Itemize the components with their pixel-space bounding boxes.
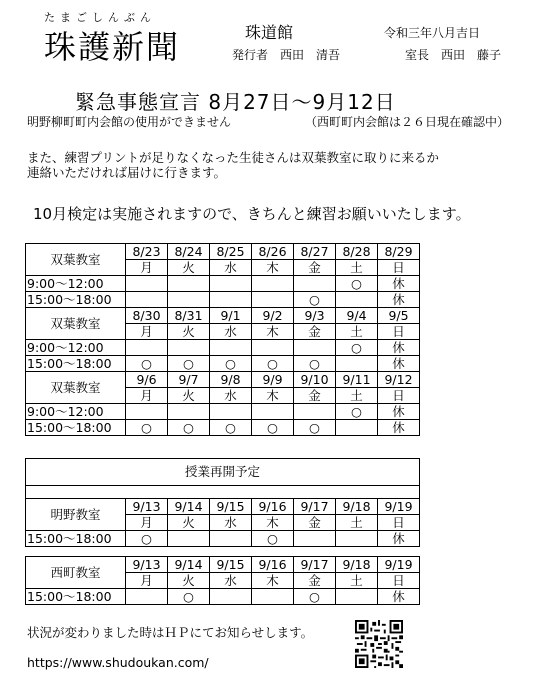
closure-notice: 明野柳町町内会館の使用ができません [27,115,232,129]
availability-cell: ○ [252,356,294,372]
closure-note: （西町町内会館は２６日現在確認中） [305,115,510,129]
date-cell: 8/26 [252,244,294,260]
weekday-cell: 木 [252,260,294,276]
weekday-cell: 水 [210,515,252,531]
weekday-cell: 金 [294,260,336,276]
weekday-cell: 金 [294,573,336,589]
availability-cell: 休 [378,340,420,356]
qr-code-icon[interactable] [355,620,403,668]
date-cell: 9/19 [378,499,420,515]
date-cell: 9/15 [210,499,252,515]
availability-cell [336,531,378,547]
date-cell: 9/16 [252,557,294,573]
message-line-1: また、練習プリントが足りなくなった生徒さんは双葉教室に取りに来るか [27,150,440,165]
weekday-cell: 土 [336,573,378,589]
spacer-row [26,486,420,499]
weekday-cell: 水 [210,388,252,404]
weekday-cell: 火 [168,388,210,404]
availability-cell: ○ [336,276,378,292]
schedule-nishimachi-table [25,556,420,605]
date-cell: 9/13 [126,557,168,573]
weekday-cell: 火 [168,324,210,340]
date-cell: 9/14 [168,499,210,515]
classroom-name: 双葉教室 [26,244,126,276]
date-cell: 9/9 [252,372,294,388]
availability-cell: ○ [294,420,336,436]
schedule-main-table [25,243,420,436]
time-slot-row [26,589,420,605]
weekday-cell: 月 [126,324,168,340]
weekday-cell: 金 [294,324,336,340]
time-slot-label: 15:00〜18:00 [26,420,126,436]
availability-cell [252,340,294,356]
time-slot-row [26,356,420,372]
headline: 緊急事態宣言 8月27日〜9月12日 [75,90,396,114]
weekday-cell: 金 [294,515,336,531]
weekday-cell: 木 [252,388,294,404]
date-cell: 9/16 [252,499,294,515]
availability-cell: ○ [252,420,294,436]
time-slot-row [26,404,420,420]
availability-cell [336,420,378,436]
availability-cell: ○ [168,356,210,372]
availability-cell: ○ [252,531,294,547]
date-cell: 9/3 [294,308,336,324]
date-cell: 9/7 [168,372,210,388]
date-cell: 9/13 [126,499,168,515]
time-slot-row [26,340,420,356]
date-cell: 8/25 [210,244,252,260]
time-slot-row [26,292,420,308]
availability-cell [126,404,168,420]
school-name: 珠道館 [245,23,294,42]
availability-cell: 休 [378,404,420,420]
date-cell: 8/27 [294,244,336,260]
availability-cell [210,404,252,420]
availability-cell: ○ [126,420,168,436]
date-row [26,244,420,260]
availability-cell [168,292,210,308]
time-slot-label: 15:00〜18:00 [26,356,126,372]
availability-cell: 休 [378,292,420,308]
availability-cell: ○ [126,531,168,547]
availability-cell [294,404,336,420]
date-cell: 9/4 [336,308,378,324]
date-cell: 8/31 [168,308,210,324]
weekday-cell: 土 [336,260,378,276]
availability-cell: ○ [210,420,252,436]
date-cell: 8/28 [336,244,378,260]
availability-cell [336,292,378,308]
date-cell: 9/18 [336,557,378,573]
availability-cell [252,404,294,420]
weekday-cell: 土 [336,324,378,340]
availability-cell [126,589,168,605]
availability-cell [294,531,336,547]
date-row [26,372,420,388]
weekday-cell: 木 [252,515,294,531]
availability-cell: ○ [336,340,378,356]
weekday-cell: 月 [126,515,168,531]
classroom-name: 双葉教室 [26,372,126,404]
weekday-cell: 水 [210,260,252,276]
time-slot-row [26,420,420,436]
availability-cell [210,531,252,547]
availability-cell [294,340,336,356]
availability-cell [294,276,336,292]
date-cell: 9/17 [294,499,336,515]
availability-cell: ○ [168,420,210,436]
date-cell: 9/8 [210,372,252,388]
availability-cell [210,276,252,292]
availability-cell [168,404,210,420]
footer-info: 状況が変わりました時はＨＰにてお知らせします。 [27,625,314,640]
director: 室長 西田 藤子 [405,48,502,62]
paper-name: 珠護新聞 [44,28,181,66]
schedule-resume-table [25,458,420,547]
time-slot-label: 9:00〜12:00 [26,276,126,292]
availability-cell: ○ [336,404,378,420]
spacer-cell [26,486,420,499]
weekday-cell: 木 [252,573,294,589]
availability-cell [168,276,210,292]
website-link[interactable]: https://www.shudoukan.com/ [27,655,209,670]
weekday-cell: 日 [378,260,420,276]
date-cell: 9/1 [210,308,252,324]
date-cell: 9/15 [210,557,252,573]
date-cell: 8/24 [168,244,210,260]
resume-title: 授業再開予定 [26,459,420,486]
availability-cell: ○ [294,292,336,308]
exam-notice: 10月検定は実施されますので、きちんと練習お願いいたします。 [33,205,471,223]
time-slot-label: 15:00〜18:00 [26,531,126,547]
weekday-cell: 水 [210,324,252,340]
date-cell: 9/18 [336,499,378,515]
availability-cell: ○ [294,356,336,372]
date-cell: 9/2 [252,308,294,324]
date-row [26,499,420,515]
availability-cell: ○ [294,589,336,605]
availability-cell: ○ [126,356,168,372]
weekday-cell: 水 [210,573,252,589]
time-slot-row [26,276,420,292]
availability-cell: 休 [378,356,420,372]
classroom-name: 明野教室 [26,499,126,531]
weekday-cell: 火 [168,260,210,276]
time-slot-row [26,531,420,547]
date-cell: 9/6 [126,372,168,388]
availability-cell [210,589,252,605]
availability-cell [210,292,252,308]
date-cell: 8/29 [378,244,420,260]
date-cell: 9/17 [294,557,336,573]
time-slot-label: 9:00〜12:00 [26,340,126,356]
date-cell: 9/5 [378,308,420,324]
date-row [26,308,420,324]
availability-cell [252,589,294,605]
availability-cell [252,292,294,308]
weekday-cell: 日 [378,515,420,531]
time-slot-label: 15:00〜18:00 [26,589,126,605]
weekday-cell: 金 [294,388,336,404]
weekday-cell: 火 [168,573,210,589]
availability-cell [252,276,294,292]
classroom-name: 西町教室 [26,557,126,589]
availability-cell: 休 [378,276,420,292]
weekday-cell: 木 [252,324,294,340]
availability-cell [126,340,168,356]
availability-cell: ○ [168,589,210,605]
availability-cell: 休 [378,531,420,547]
availability-cell [168,340,210,356]
date-cell: 8/23 [126,244,168,260]
weekday-cell: 月 [126,260,168,276]
availability-cell [336,356,378,372]
date-cell: 9/10 [294,372,336,388]
issue-date: 令和三年八月吉日 [384,26,481,40]
weekday-cell: 月 [126,388,168,404]
availability-cell [126,292,168,308]
date-cell: 9/19 [378,557,420,573]
weekday-cell: 日 [378,324,420,340]
weekday-cell: 月 [126,573,168,589]
weekday-cell: 日 [378,388,420,404]
availability-cell [168,531,210,547]
availability-cell [336,589,378,605]
weekday-cell: 火 [168,515,210,531]
date-cell: 9/11 [336,372,378,388]
availability-cell: ○ [210,356,252,372]
weekday-cell: 土 [336,388,378,404]
date-cell: 9/12 [378,372,420,388]
availability-cell [210,340,252,356]
time-slot-label: 15:00〜18:00 [26,292,126,308]
message-line-2: 連絡いただければ届けに行きます。 [27,165,227,180]
classroom-name: 双葉教室 [26,308,126,340]
weekday-cell: 日 [378,573,420,589]
availability-cell [126,276,168,292]
date-cell: 8/30 [126,308,168,324]
paper-name-furigana: たまごしんぶん [44,11,156,24]
date-cell: 9/14 [168,557,210,573]
availability-cell: 休 [378,420,420,436]
date-row [26,557,420,573]
weekday-cell: 土 [336,515,378,531]
time-slot-label: 9:00〜12:00 [26,404,126,420]
publisher: 発行者 西田 清吾 [232,48,341,62]
availability-cell: 休 [378,589,420,605]
